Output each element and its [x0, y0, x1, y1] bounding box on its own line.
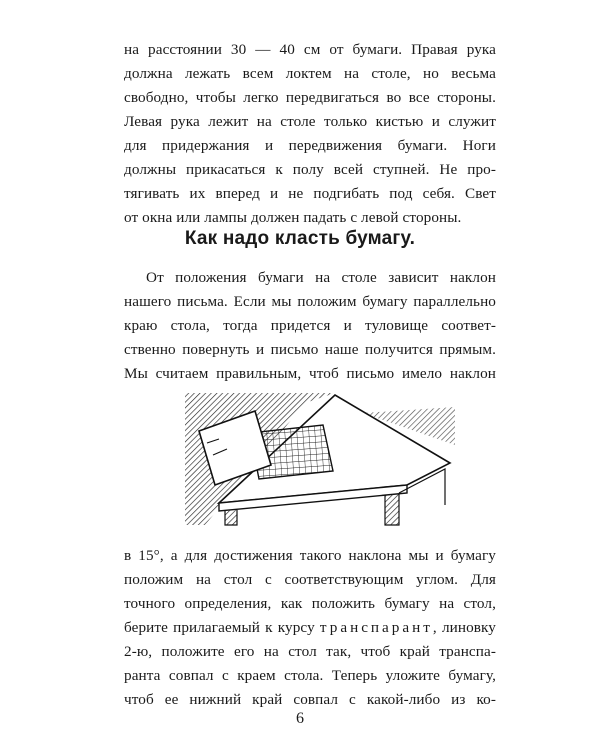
- paragraph-posture: [124, 38, 496, 230]
- page-number: 6: [296, 710, 304, 727]
- text-line: ранта совпал с краем стола. Теперь уложите бумагу,: [124, 667, 496, 684]
- text-line: нашего письма. Если мы положим бумагу параллельно: [124, 293, 496, 310]
- text-line: Левая рука лежит на столе только кистью и служит: [124, 113, 496, 130]
- text-fragment: , линовку: [432, 619, 496, 636]
- text-line: [124, 616, 496, 640]
- text-line: тягивать их вперед и не подгибать под себя. Свет: [124, 185, 496, 202]
- text-line: на расстоянии 30 — 40 см от бумаги. Правая рука: [124, 41, 496, 58]
- text-line: положим на стол с соответствующим углом. Для: [124, 571, 496, 588]
- desk-leg-left: [225, 510, 237, 525]
- text-line: свободно, чтобы легко передвигаться во все стороны.: [124, 89, 496, 106]
- desk-paper-illustration: [185, 385, 455, 530]
- text-fragment: берите прилагаемый к курсу: [124, 619, 320, 636]
- spaced-term: транспарант: [319, 619, 433, 636]
- text-line: должна лежать всем локтем на столе, но весьма: [124, 65, 496, 82]
- text-line: от окна или лампы должен падать с левой стороны.: [124, 209, 462, 226]
- text-line: должны прикасаться к полу всей ступней. Не про-: [124, 161, 496, 178]
- text-line: чтоб ее нижний край совпал с какой-либо из ко-: [124, 691, 496, 708]
- text-line: От положения бумаги на столе зависит наклон: [146, 269, 496, 286]
- text-line: Мы считаем правильным, чтоб письмо имело наклон: [124, 365, 496, 382]
- text-line: 2-ю, положите его на стол так, чтоб край транспа-: [124, 643, 496, 660]
- paragraph-paper-position: [124, 266, 496, 386]
- text-line: для придержания и передвижения бумаги. Ноги: [124, 137, 496, 154]
- text-line: ственно повернуть и письмо наше получится прямым.: [124, 341, 496, 358]
- desk-leg-right: [385, 494, 399, 525]
- text-line: краю стола, тогда придется и туловище соответ-: [124, 317, 496, 334]
- paragraph-angle: [124, 544, 496, 712]
- text-line: в 15°, а для достижения такого наклона мы и бумагу: [124, 547, 496, 564]
- text-line: точного определения, как положить бумагу на стол,: [124, 595, 496, 612]
- section-heading: Как надо класть бумагу.: [184, 228, 416, 249]
